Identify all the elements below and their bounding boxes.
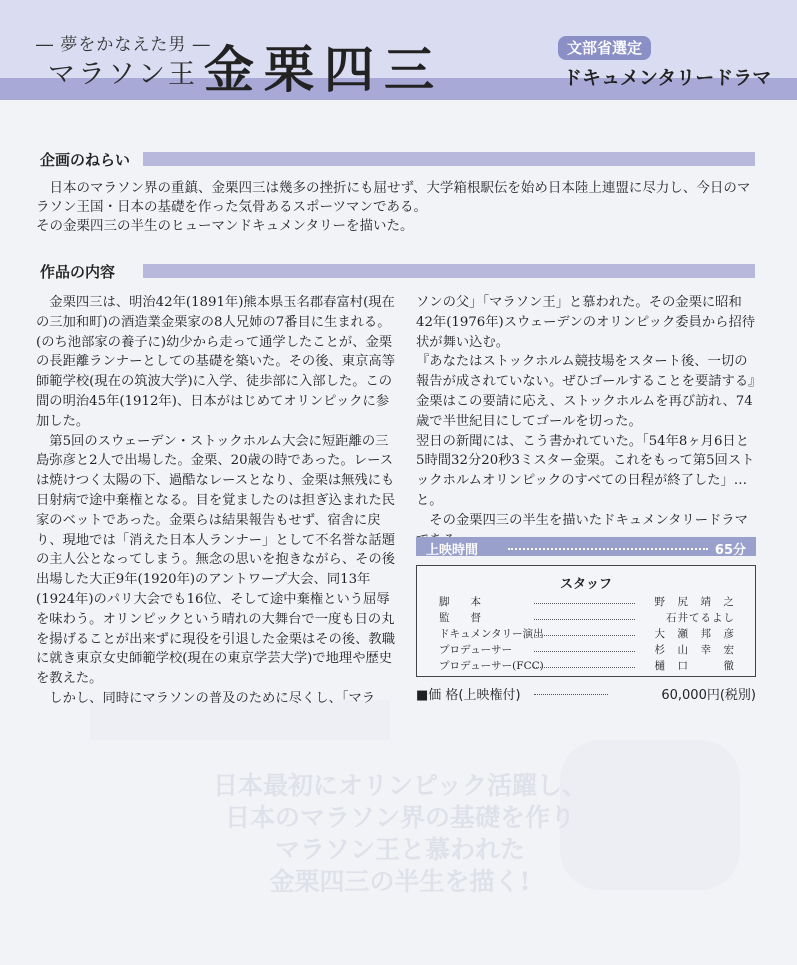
staff-role: 脚 本 xyxy=(439,596,481,608)
dot-leader xyxy=(534,603,635,604)
staff-role: ドキュメンタリー演出 xyxy=(439,628,544,640)
dot-leader xyxy=(534,694,608,695)
header-banner xyxy=(0,0,797,100)
page-title: 金栗四三 xyxy=(204,40,444,99)
price-value: 60,000円(税別) xyxy=(661,688,756,703)
section-heading-aim xyxy=(40,150,755,170)
content-paragraph: 第5回のスウェーデン・ストックホルム大会に短距離の三島弥彦と2人で出場した。金栗、20歳の時であった。レースは焼けつく太陽の下、過酷なレースとなり、金栗は無残にも日射病で途中棄権となる。目を覚ましたのは担ぎ込まれた民家のベットであった。金栗らは結果報告もせず、宿舎に戻り、現地では「消えた日本人ランナー」として不名誉な話題の主人公となってしまう。無念の思いを抱きながら、その後出場した大正9年(1920年)のアントワープ大会、同13年(1924年)のパリ大会でも16位、そして途中棄権という屈辱を味わう。オリンピックという晴れの大舞台で一度も日の丸を揚げることが出来ずに現役を引退した金栗はその後、教職に就き東京女史師範学校(現在の東京学芸大学)で地理や歴史を教えた。 xyxy=(36,433,396,687)
section-heading-bar xyxy=(143,264,755,278)
section-heading-label: 作品の内容 xyxy=(40,263,116,281)
price-line xyxy=(416,684,756,702)
content-right-column xyxy=(416,293,756,550)
staff-role: 監 督 xyxy=(439,612,481,624)
selection-badge: 文部省選定 xyxy=(558,36,651,60)
staff-name: 杉 山 幸 宏 xyxy=(654,644,735,656)
aim-paragraph: その金栗四三の半生のヒューマンドキュメンタリーを描いた。 xyxy=(36,218,414,234)
staff-row xyxy=(439,594,735,610)
staff-row xyxy=(439,610,735,626)
content-paragraph: 『あなたはストックホルム競技場をスタート後、一切の報告が成されていない。ぜひゴールすることを要請する』金栗はこの要請に応え、ストックホルムを再び訪れ、74歳で半世紀目にしてゴールを切った。 xyxy=(416,354,755,429)
staff-row xyxy=(439,626,735,642)
watermark-line: 日本最初にオリンピック活躍し、 xyxy=(212,771,587,800)
section-heading-label: 企画のねらい xyxy=(40,151,131,169)
title-prefix: マラソン王 xyxy=(48,59,198,90)
watermark-text xyxy=(150,770,650,898)
staff-row xyxy=(439,658,735,674)
staff-box xyxy=(416,565,756,677)
content-paragraph: その金栗四三の半生を描いたドキュメンタリードラマ xyxy=(429,512,748,528)
genre-label: ドキュメンタリードラマ xyxy=(563,67,772,89)
runtime-bar xyxy=(416,537,756,556)
watermark-line: 日本のマラソン界の基礎を作り xyxy=(224,803,575,832)
subtitle: ― 夢をかなえた男 ― xyxy=(36,35,211,55)
dot-leader xyxy=(534,667,635,668)
aim-text xyxy=(36,179,756,236)
staff-name: 野 尻 靖 之 xyxy=(654,596,735,608)
section-heading-content xyxy=(40,262,755,282)
aim-paragraph: 日本のマラソン界の重鎮、金栗四三は幾多の挫折にも屈せず、大学箱根駅伝を始め日本陸上連盟に尽力し、今日のマラソン王国・日本の基礎を作った気骨あるスポーツマンである。 xyxy=(36,180,751,215)
dot-leader xyxy=(508,548,708,550)
content-paragraph: ソンの父」「マラソン王」と慕われた。その金栗に昭和42年(1976年)スウェーデンのオリンピック委員から招待状が舞い込む。 xyxy=(416,295,756,350)
runtime-label: 上映時間 xyxy=(426,543,479,558)
dot-leader xyxy=(534,619,635,620)
runtime-value: 65分 xyxy=(714,543,746,558)
dot-leader xyxy=(534,635,635,636)
content-paragraph: 翌日の新聞には、こう書かれていた。「54年8ヶ月6日と5時間32分20秒3ミスター金栗。これをもって第5回ストックホルムオリンピックのすべての日程が終了した」…と。 xyxy=(416,433,755,508)
watermark-line: 金栗四三の半生を描く! xyxy=(269,867,531,896)
price-label: ■価 格(上映権付) xyxy=(416,688,521,703)
staff-name: 大 瀬 邦 彦 xyxy=(654,628,735,640)
staff-title: スタッフ xyxy=(559,577,612,592)
staff-role: プロデューサー(FCC) xyxy=(439,660,544,672)
staff-role: プロデューサー xyxy=(439,644,513,656)
staff-row xyxy=(439,642,735,658)
watermark-line: マラソン王と慕われた xyxy=(274,835,525,864)
content-paragraph: しかし、同時にマラソンの普及のために尽くし、「マラ xyxy=(49,690,376,706)
content-left-column xyxy=(36,293,398,709)
section-heading-bar xyxy=(143,152,755,166)
staff-name: 樋 口 徹 xyxy=(654,660,735,672)
staff-name: 石井てるよし xyxy=(666,612,735,624)
dot-leader xyxy=(534,651,635,652)
content-paragraph: 金栗四三は、明治42年(1891年)熊本県玉名郡春富村(現在の三加和町)の酒造業金栗家の8人兄姉の7番目に生まれる。(のち池部家の養子に)幼少から走って通学したことが、金栗の長距離ランナーとしての基礎を築いた。その後、東京高等師範学校(現在の筑波大学)に入学、徒歩部に入部した。この間の明治45年(1912年)、日本がはじめてオリンピックに参加した。 xyxy=(36,295,396,429)
